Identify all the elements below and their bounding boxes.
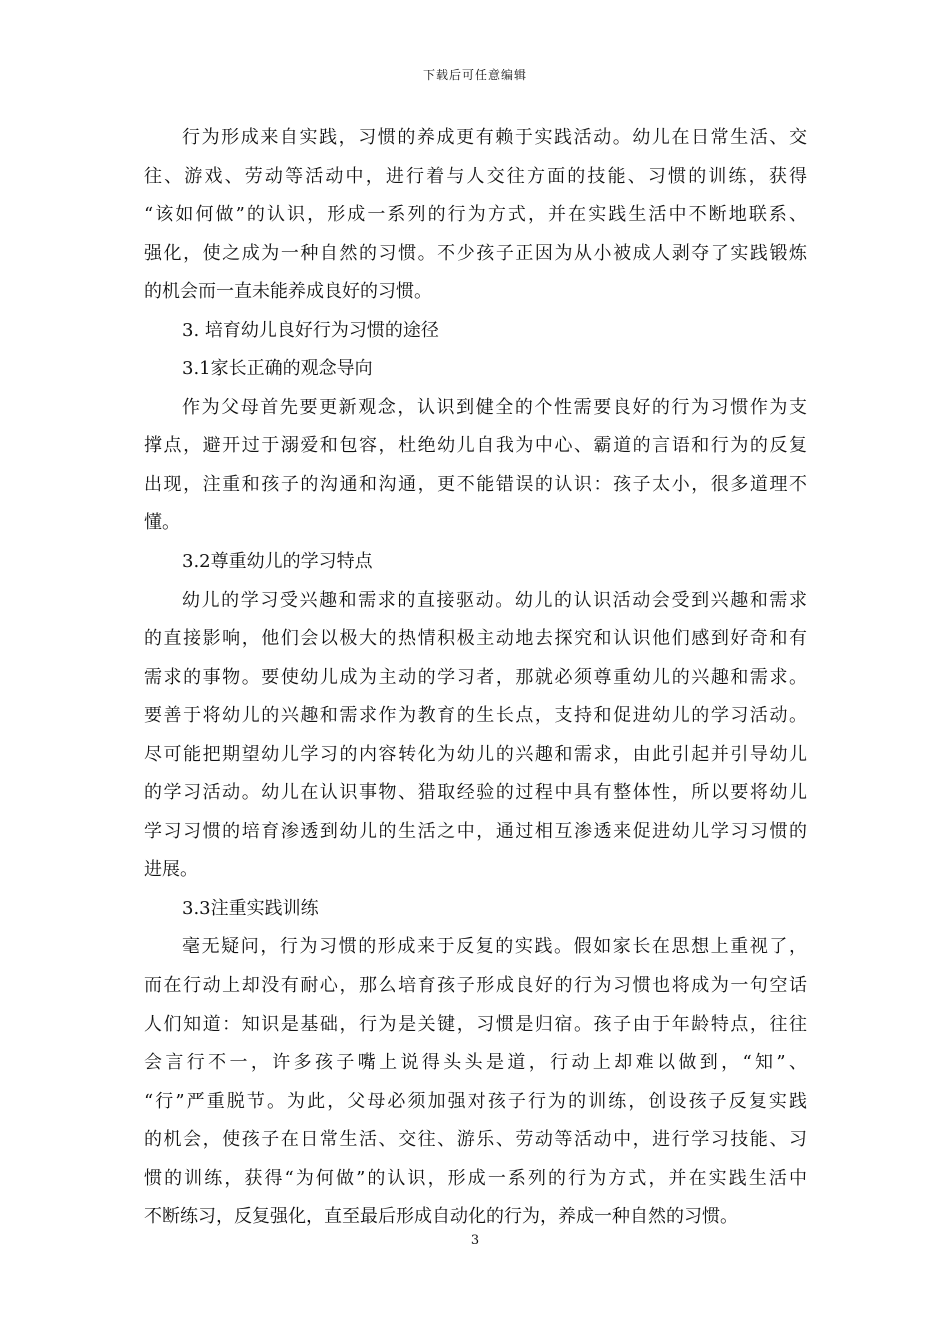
subsection-heading: 3.1家长正确的观念导向 xyxy=(182,358,373,380)
body-line: “行”严重脱节。为此，父母必须加强对孩子行为的训练，创设孩子反复实践 xyxy=(144,1090,807,1112)
body-line: 人们知道：知识是基础，行为是关键，习惯是归宿。孩子由于年龄特点，往往 xyxy=(144,1013,807,1035)
body-line: 进展。 xyxy=(144,859,198,881)
body-line: 不断练习，反复强化，直至最后形成自动化的行为，养成一种自然的习惯。 xyxy=(144,1206,738,1228)
section-heading: 3. 培育幼儿良好行为习惯的途径 xyxy=(182,319,439,341)
subsection-heading: 3.3注重实践训练 xyxy=(182,897,319,919)
subsection-heading: 3.2尊重幼儿的学习特点 xyxy=(182,551,373,573)
body-line: 往、游戏、劳动等活动中，进行着与人交往方面的技能、习惯的训练，获得 xyxy=(144,165,807,187)
body-line: 会言行不一，许多孩子嘴上说得头头是道，行动上却难以做到，“知”、 xyxy=(144,1052,807,1074)
body-line: 的直接影响，他们会以极大的热情积极主动地去探究和认识他们感到好奇和有 xyxy=(144,628,807,650)
body-line: 的学习活动。幼儿在认识事物、猎取经验的过程中具有整体性，所以要将幼儿 xyxy=(144,782,807,804)
body-line: 需求的事物。要使幼儿成为主动的学习者，那就必须尊重幼儿的兴趣和需求。 xyxy=(144,666,807,688)
body-line: 而在行动上却没有耐心，那么培育孩子形成良好的行为习惯也将成为一句空话 xyxy=(144,975,807,997)
body-line: 出现，注重和孩子的沟通和沟通，更不能错误的认识：孩子太小，很多道理不 xyxy=(144,473,807,495)
body-line: 强化，使之成为一种自然的习惯。不少孩子正因为从小被成人剥夺了实践锻炼 xyxy=(144,242,807,264)
body-line: 的机会，使孩子在日常生活、交往、游乐、劳动等活动中，进行学习技能、习 xyxy=(144,1129,807,1151)
page-number: 3 xyxy=(470,1233,480,1248)
body-line: 惯的训练，获得“为何做”的认识，形成一系列的行为方式，并在实践生活中 xyxy=(144,1167,807,1189)
body-line: 毫无疑问，行为习惯的形成来于反复的实践。假如家长在思想上重视了， xyxy=(182,936,807,958)
body-line: 幼儿的学习受兴趣和需求的直接驱动。幼儿的认识活动会受到兴趣和需求 xyxy=(182,589,807,611)
page-header: 下载后可任意编辑 xyxy=(422,68,527,82)
body-line: 的机会而一直未能养成良好的习惯。 xyxy=(144,281,432,303)
body-line: 尽可能把期望幼儿学习的内容转化为幼儿的兴趣和需求，由此引起并引导幼儿 xyxy=(144,743,807,765)
body-line: 撑点，避开过于溺爱和包容，杜绝幼儿自我为中心、霸道的言语和行为的反复 xyxy=(144,435,807,457)
body-line: 学习习惯的培育渗透到幼儿的生活之中，通过相互渗透来促进幼儿学习习惯的 xyxy=(144,820,807,842)
body-line: “该如何做”的认识，形成一系列的行为方式，并在实践生活中不断地联系、 xyxy=(144,204,807,226)
body-line: 作为父母首先要更新观念，认识到健全的个性需要良好的行为习惯作为支 xyxy=(182,396,807,418)
body-line: 要善于将幼儿的兴趣和需求作为教育的生长点，支持和促进幼儿的学习活动。 xyxy=(144,705,807,727)
document-body xyxy=(144,119,807,1237)
body-line: 行为形成来自实践，习惯的养成更有赖于实践活动。幼儿在日常生活、交 xyxy=(182,127,807,148)
body-line: 懂。 xyxy=(144,512,180,534)
